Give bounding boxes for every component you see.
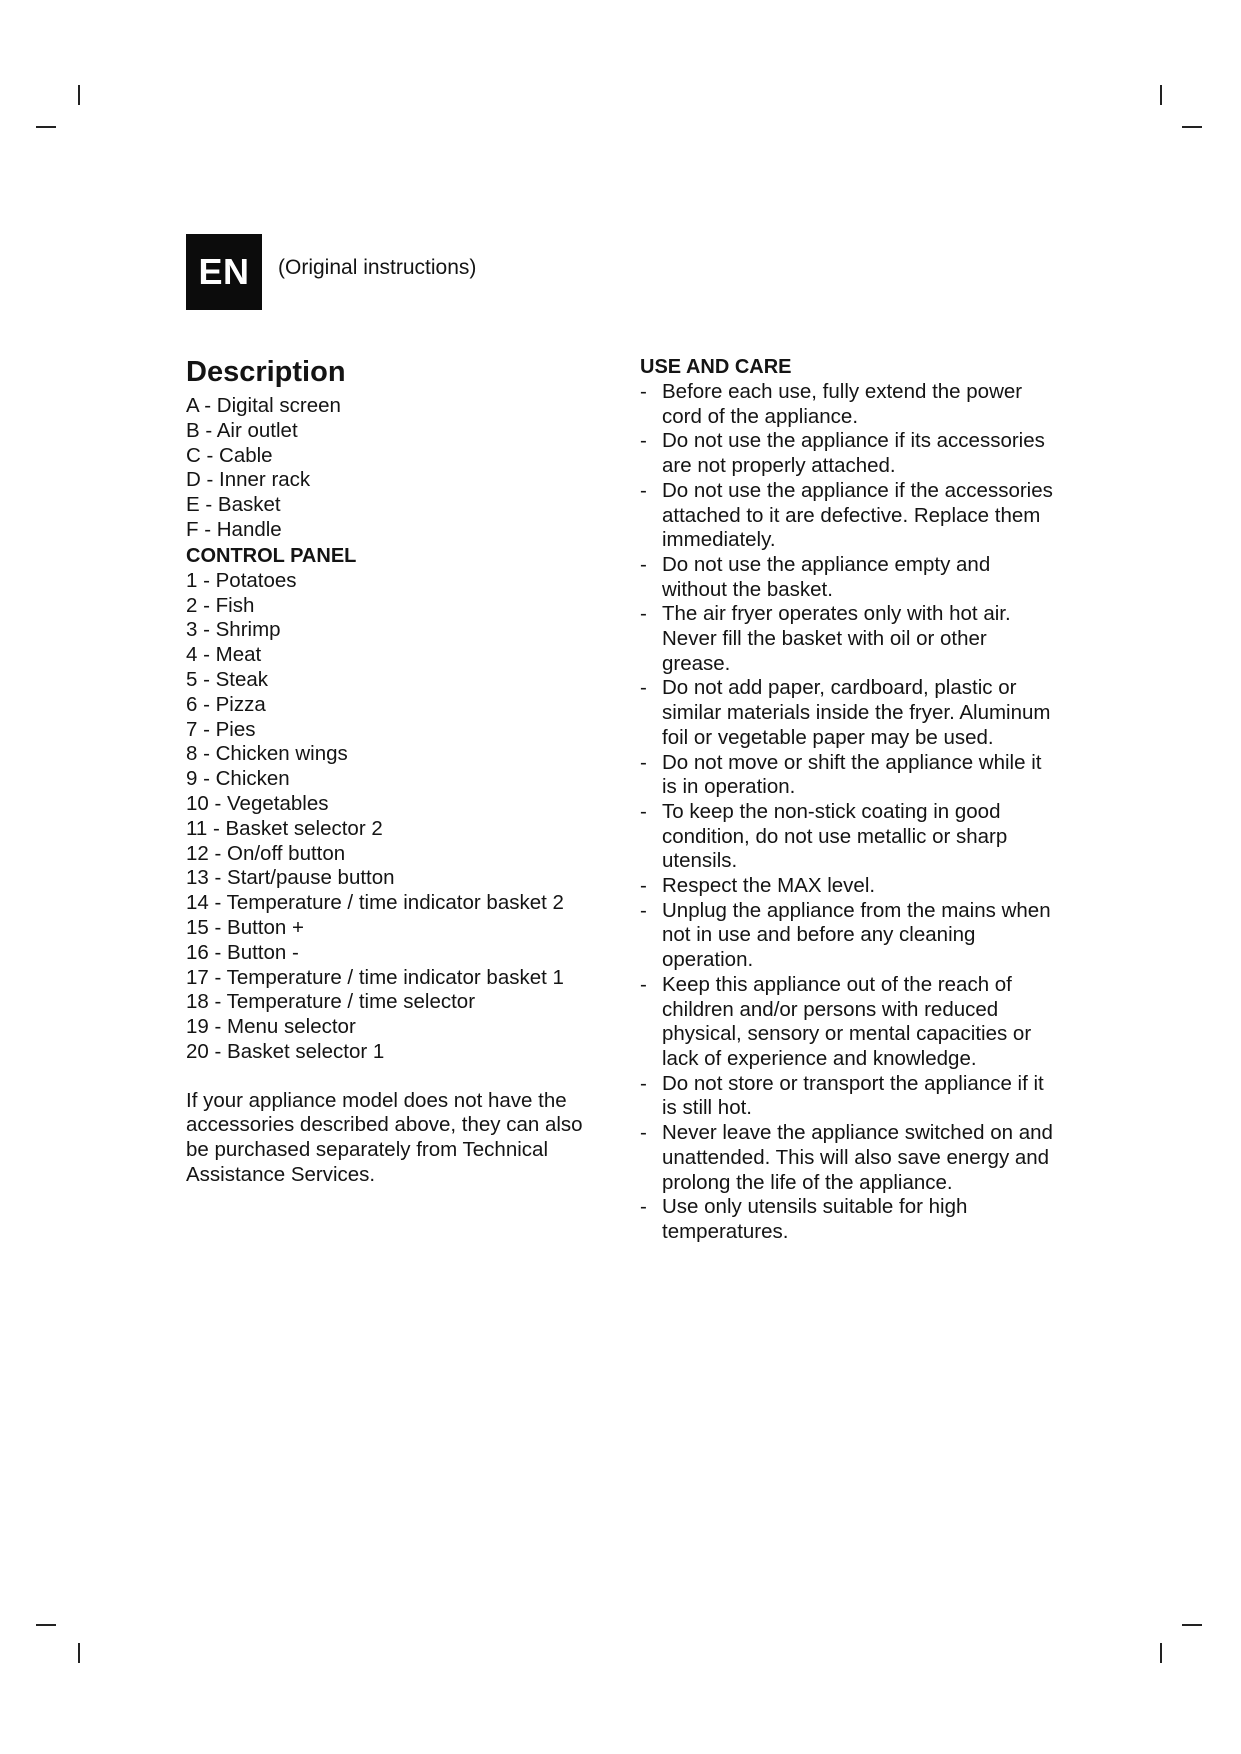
control-panel-item: 1 - Potatoes — [186, 568, 297, 592]
care-item — [640, 874, 1060, 899]
dash-bullet: - — [640, 552, 647, 576]
care-item-text: To keep the non-stick coating in good condition, do not use metallic or sharp utensils. — [662, 799, 1008, 873]
control-panel-list — [186, 569, 606, 1065]
dash-bullet: - — [640, 478, 647, 502]
control-panel-item: 6 - Pizza — [186, 692, 266, 716]
control-panel-item: 16 - Button - — [186, 940, 299, 964]
care-item-text: Do not add paper, cardboard, plastic or similar materials inside the fryer. Aluminum foil or vegetable paper may be used. — [662, 676, 1051, 749]
control-panel-item: 9 - Chicken — [186, 767, 290, 791]
control-panel-item: 12 - On/off button — [186, 841, 346, 865]
control-panel-item: 13 - Start/pause button — [186, 866, 395, 890]
care-item-text: Do not use the appliance empty and without the basket. — [662, 552, 991, 601]
description-item: A - Digital screen — [186, 394, 341, 417]
description-list — [186, 394, 606, 543]
care-item — [640, 676, 1060, 750]
care-item — [640, 751, 1060, 800]
control-panel-item: 3 - Shrimp — [186, 618, 281, 642]
care-item — [640, 899, 1060, 973]
care-item — [640, 380, 1060, 429]
use-and-care-title: USE AND CARE — [640, 356, 792, 378]
crop-mark-bottom-right-vertical — [1160, 1643, 1162, 1663]
language-badge: EN — [186, 234, 262, 310]
care-item-text: Never leave the appliance switched on and unattended. This will also save energy and prolong the life of the appliance. — [662, 1121, 1053, 1194]
use-and-care-list — [640, 380, 1060, 1245]
care-item-text: Do not use the appliance if its accessories are not properly attached. — [662, 429, 1045, 478]
control-panel-title: CONTROL PANEL — [186, 544, 357, 567]
care-item — [640, 553, 1060, 602]
care-item-text: Use only utensils suitable for high temperatures. — [662, 1195, 968, 1243]
dash-bullet: - — [640, 1195, 647, 1219]
dash-bullet: - — [640, 1121, 647, 1145]
care-item-text: Do not use the appliance if the accessories attached to it are defective. Replace them immediately. — [662, 478, 1053, 552]
right-column — [640, 354, 1060, 1245]
control-panel-item: 15 - Button + — [186, 915, 304, 939]
control-panel-item: 5 - Steak — [186, 667, 269, 691]
control-panel-item: 17 - Temperature / time indicator basket 1 — [186, 965, 564, 989]
control-panel-item: 14 - Temperature / time indicator basket 2 — [186, 891, 564, 915]
crop-mark-bottom-left-horizontal — [36, 1624, 56, 1626]
dash-bullet: - — [640, 676, 647, 700]
control-panel-item: 19 - Menu selector — [186, 1015, 356, 1039]
control-panel-item: 8 - Chicken wings — [186, 742, 348, 766]
care-item — [640, 429, 1060, 478]
control-panel-item: 20 - Basket selector 1 — [186, 1039, 385, 1063]
description-item: C - Cable — [186, 443, 273, 467]
dash-bullet: - — [640, 1071, 647, 1095]
care-item — [640, 800, 1060, 874]
original-instructions-label: (Original instructions) — [278, 256, 477, 279]
care-item-text: The air fryer operates only with hot air. Never fill the basket with oil or other grease. — [662, 602, 1011, 675]
crop-mark-bottom-left-vertical — [78, 1643, 80, 1663]
crop-mark-top-right-vertical — [1160, 85, 1162, 105]
dash-bullet: - — [640, 972, 647, 996]
care-item-text: Do not store or transport the appliance if it is still hot. — [662, 1071, 1044, 1120]
control-panel-item: 7 - Pies — [186, 717, 256, 741]
accessories-note: If your appliance model does not have the accessories described above, they can also be purchased separately from Technical Assistance Services. — [186, 1088, 583, 1186]
care-item — [640, 602, 1060, 676]
description-item: F - Handle — [186, 517, 282, 541]
dash-bullet: - — [640, 429, 647, 453]
care-item — [640, 479, 1060, 553]
care-item-text: Unplug the appliance from the mains when not in use and before any cleaning operation. — [662, 898, 1051, 972]
control-panel-item: 2 - Fish — [186, 593, 255, 617]
care-item — [640, 1072, 1060, 1121]
description-title: Description — [186, 356, 346, 388]
care-item-text: Respect the MAX level. — [662, 874, 876, 898]
crop-mark-bottom-right-horizontal — [1182, 1624, 1202, 1626]
dash-bullet: - — [640, 898, 647, 922]
dash-bullet: - — [640, 380, 647, 403]
dash-bullet: - — [640, 602, 647, 626]
crop-mark-top-left-vertical — [78, 85, 80, 105]
care-item-text: Do not move or shift the appliance while it is in operation. — [662, 750, 1042, 799]
care-item — [640, 1121, 1060, 1195]
dash-bullet: - — [640, 799, 647, 823]
control-panel-item: 4 - Meat — [186, 643, 262, 667]
crop-mark-top-right-horizontal — [1182, 126, 1202, 128]
control-panel-item: 11 - Basket selector 2 — [186, 816, 383, 840]
description-item: D - Inner rack — [186, 468, 311, 492]
control-panel-item: 10 - Vegetables — [186, 791, 329, 815]
dash-bullet: - — [640, 750, 647, 774]
care-item-text: Keep this appliance out of the reach of children and/or persons with reduced physical, sensory or mental capacities or lack of experience and knowledge. — [662, 972, 1032, 1070]
dash-bullet: - — [640, 874, 647, 898]
crop-mark-top-left-horizontal — [36, 126, 56, 128]
care-item-text: Before each use, fully extend the power cord of the appliance. — [662, 380, 1023, 428]
care-item — [640, 973, 1060, 1072]
care-item — [640, 1195, 1060, 1244]
description-item: B - Air outlet — [186, 418, 298, 442]
left-column — [186, 354, 606, 1208]
description-item: E - Basket — [186, 493, 281, 517]
control-panel-item: 18 - Temperature / time selector — [186, 990, 476, 1014]
